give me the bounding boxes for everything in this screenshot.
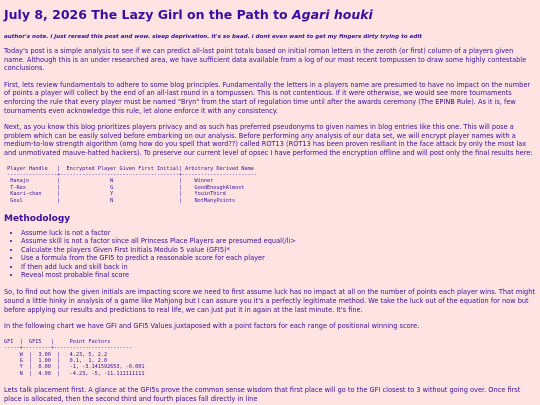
author-note: author's note. i just reread this post and wow. sleep deprivation. it's so baad. i dont even want to get my fingers dirty trying to edit	[4, 34, 422, 40]
placement-paragraph: Lets talk placement first. A glance at the GFI5s prove the common sense wisdom that first place will go to the GFI closest to 3 without going over. Once first place is allocated, then the second third and fourth places fall directly in line	[4, 386, 521, 403]
luck-paragraph: So, to find out how the given initials are impacting score we need to first assume luck has no impact at all on the number of points each player wins. That might sound a little hinky in analysis of a game like Mahjong but I can assure you it's a perfectly legitimate method. We take the luck out of the equation for now but before applying our results and predictions to real life, we can just put it in again at the last minute. It's fine.	[4, 288, 535, 314]
list-item: • Use a formula from the GFI5 to predict a reasonable score for each player	[21, 254, 536, 262]
list-item: • If then add luck and skill back in	[21, 263, 536, 271]
post-title-emphasis: Agari houki	[292, 7, 373, 22]
post-title	[4, 6, 536, 23]
player-name-table: Player Handle | Encrypted Player Given First Initial| Arbitrary Derived Name ----------------+--------------------------------------+------------------------ Hanajo | W | Winner T-Rex | G | GoodEnoughAlmost Kaori-chan | Y | YouinThird Goul | N | NotManyPoints	[7, 165, 257, 204]
methodology-heading: Methodology	[4, 213, 71, 224]
fundamentals-paragraph: First, lets review fundamentals to adhere to some blog principles. Fundamentally the letters in a players name are presumed to have no impact on the number of points a player will collect by the end of an all-last round in a tompussen. This is not contentious. If it were otherwise, we would see more tournaments enforcing the rule that every player must be named "Bryn" from the start of regulation time until after the awards ceremony (The EPINB Rule). As it is, few tournaments even acknowledge this rule, let alone enforce it with any consistency.	[4, 80, 531, 115]
list-item: • Assume luck is not a factor	[21, 229, 536, 237]
post-title-main: July 8, 2026 The Lazy Girl on the Path to	[4, 7, 292, 22]
methodology-list	[4, 229, 536, 279]
list-item: • Calculate the players Given First Initials Modulo 5 value (GFI5)*	[21, 246, 536, 254]
gfi-point-factor-table: GFI | GFI5 | Point Factors -----+---------+------------------------- W | 3.00 | 4.23, 5, 2.2 G | 1.00 | 0.1, 1, 2.0 Y | 0.00 | -1, -3.141592653, -0.001 N | 4.00 | -4.23, -5, -11.111111111	[4, 338, 145, 377]
chart-intro-paragraph: In the following chart we have GFI and GFI5 Values juxtaposed with a point factors for each range of positional winning score.	[4, 322, 420, 331]
list-item: • Assume skill is not a factor since all Princess Place Players are presumed equal(/li>	[21, 237, 536, 245]
intro-paragraph: Today's post is a simple analysis to see if we can predict all-last point totals based on initial roman letters in the zeroth (or first) column of a players given name. Although this is an under researched area, we have sufficient data available from a log of our most recent tompussen to draw some highly contestable conclusions.	[4, 47, 527, 73]
list-item: • Reveal most probable final score	[21, 271, 536, 279]
privacy-paragraph: Next, as you know this blog prioritizes players privacy and as such has preferred pseudonyms to given names in blog entries like this one. This will pose a problem which can be easily solved before embarking on our analysis. Before performing any analysis of our data set, we will encrypt player names with a medium-to-low strength algorithm (omg how do you spell that word??) called ROT13 (ROT13 has been proven resiliant in the face attack by only the most lax and unmotivated mauve-hatted hackers). To preserve our current level of opsec I have performed the encryption offline and will post only the final results here:	[4, 123, 533, 157]
